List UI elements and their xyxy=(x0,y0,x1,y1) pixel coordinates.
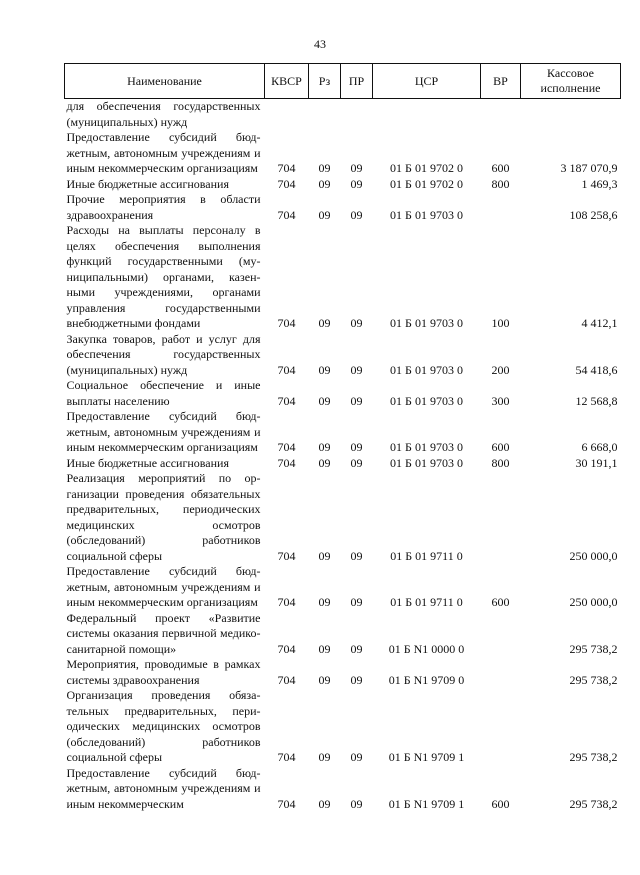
cell-name: Иные бюджетные ассигнования xyxy=(66,176,229,191)
cell-name: Предоставление субсидий бюджетным, автономным учреждениям и иным некоммерческим xyxy=(66,765,261,811)
cell-csr: 01 Б 01 9702 0 xyxy=(390,176,463,191)
cell-sum: 295 738,2 xyxy=(569,672,618,687)
cell-kvsr: 704 xyxy=(277,672,296,687)
table-row xyxy=(65,409,621,456)
cell-csr xyxy=(373,99,481,131)
column-header-name: Наименование xyxy=(65,64,265,99)
cell-rz: 09 xyxy=(318,176,331,191)
column-header-rz: Рз xyxy=(309,64,341,99)
cell-csr: 01 Б 01 9703 0 xyxy=(390,440,463,454)
cell-name: Реализация мероприятий по организации проведения обязательных предварительных, периодических медицинских осмотров (обследований) работников социальной сферы xyxy=(66,471,261,563)
table-row xyxy=(65,564,621,611)
cell-kvsr: 704 xyxy=(277,161,296,175)
budget-execution-table xyxy=(64,63,621,812)
cell-csr: 01 Б 01 9702 0 xyxy=(390,161,463,175)
cell-vr xyxy=(481,611,521,658)
cell-vr: 800 xyxy=(491,455,510,470)
cell-rz: 09 xyxy=(318,316,331,330)
cell-pr: 09 xyxy=(350,455,363,470)
table-row xyxy=(65,378,621,409)
cell-csr: 01 Б N1 0000 0 xyxy=(388,641,465,656)
cell-pr: 09 xyxy=(350,595,363,609)
cell-vr xyxy=(481,657,521,688)
cell-kvsr: 704 xyxy=(277,176,296,191)
cell-vr: 800 xyxy=(491,176,510,191)
cell-name: Социальное обеспечение и иные выплаты населению xyxy=(66,378,261,408)
cell-sum: 108 258,6 xyxy=(569,207,618,222)
cell-name: Федеральный проект «Развитие системы оказания первичной медико-санитарной помощи» xyxy=(66,610,261,656)
cell-csr: 01 Б 01 9711 0 xyxy=(390,548,463,563)
column-header-kvsr: КВСР xyxy=(265,64,309,99)
cell-name: Мероприятия, проводимые в рамках системы здравоохранения xyxy=(66,657,261,687)
cell-kvsr: 704 xyxy=(277,440,296,454)
cell-vr xyxy=(481,192,521,223)
table-row xyxy=(65,99,621,131)
table-row xyxy=(65,192,621,223)
cell-kvsr: 704 xyxy=(277,595,296,609)
table-row xyxy=(65,456,621,472)
cell-rz: 09 xyxy=(318,161,331,175)
cell-kvsr xyxy=(265,99,309,131)
cell-name: Предоставление субсидий бюджетным, автономным учреждениям и иным некоммерческим организациям xyxy=(66,130,261,175)
cell-vr xyxy=(481,688,521,766)
cell-name: Предоставление субсидий бюджетным, автономным учреждениям и иным некоммерческим организациям xyxy=(66,564,261,609)
cell-pr: 09 xyxy=(350,362,363,377)
cell-kvsr: 704 xyxy=(277,455,296,470)
cell-rz: 09 xyxy=(318,750,331,764)
table-body xyxy=(65,99,621,813)
cell-sum: 54 418,6 xyxy=(575,362,618,377)
cell-vr: 300 xyxy=(491,393,510,408)
cell-vr: 600 xyxy=(491,796,510,811)
cell-sum: 6 668,0 xyxy=(581,440,618,454)
cell-pr: 09 xyxy=(350,796,363,811)
column-header-pr: ПР xyxy=(341,64,373,99)
cell-rz: 09 xyxy=(318,440,331,454)
cell-sum: 12 568,8 xyxy=(575,393,618,408)
table-row xyxy=(65,223,621,332)
cell-rz: 09 xyxy=(318,455,331,470)
cell-sum: 3 187 070,9 xyxy=(560,161,618,175)
table-row xyxy=(65,177,621,193)
cell-name: Закупка товаров, работ и услуг для обеспечения государственных (муниципальных) нужд xyxy=(66,331,261,377)
cell-name: Прочие мероприятия в области здравоохранения xyxy=(66,192,261,222)
cell-rz: 09 xyxy=(318,207,331,222)
table-row xyxy=(65,611,621,658)
cell-pr: 09 xyxy=(350,641,363,656)
cell-pr: 09 xyxy=(350,316,363,330)
cell-kvsr: 704 xyxy=(277,750,296,764)
cell-sum: 1 469,3 xyxy=(581,176,618,191)
cell-name: для обеспечения государственных (муниципальных) нужд xyxy=(66,99,261,129)
cell-kvsr: 704 xyxy=(277,207,296,222)
cell-kvsr: 704 xyxy=(277,393,296,408)
cell-name: Организация проведения обязательных предварительных, периодических медицинских осмотров (обследований) работников социальной сферы xyxy=(66,688,261,764)
column-header-csr: ЦСР xyxy=(373,64,481,99)
cell-sum: 250 000,0 xyxy=(569,548,618,563)
cell-csr: 01 Б N1 9709 1 xyxy=(388,750,465,764)
cell-kvsr: 704 xyxy=(277,548,296,563)
cell-pr: 09 xyxy=(350,176,363,191)
cell-sum: 295 738,2 xyxy=(569,796,618,811)
cell-pr: 09 xyxy=(350,440,363,454)
cell-pr: 09 xyxy=(350,750,363,764)
cell-csr: 01 Б N1 9709 0 xyxy=(388,672,465,687)
cell-sum: 4 412,1 xyxy=(581,316,618,330)
cell-name: Расходы на выплаты персоналу в целях обеспечения выполнения функций государственными (муниципальными) органами, казенными учреждениями, органами управления государственными внебюджетными фондами xyxy=(66,223,261,330)
cell-kvsr: 704 xyxy=(277,796,296,811)
cell-vr: 600 xyxy=(491,161,510,175)
cell-rz: 09 xyxy=(318,672,331,687)
cell-vr: 100 xyxy=(491,316,510,330)
cell-kvsr: 704 xyxy=(277,316,296,330)
column-header-vr: ВР xyxy=(481,64,521,99)
table-row xyxy=(65,130,621,177)
table-row xyxy=(65,688,621,766)
cell-sum: 30 191,1 xyxy=(575,455,618,470)
cell-vr: 600 xyxy=(491,595,510,609)
cell-vr xyxy=(481,471,521,564)
cell-vr xyxy=(481,99,521,131)
cell-kvsr: 704 xyxy=(277,641,296,656)
cell-rz: 09 xyxy=(318,393,331,408)
cell-pr: 09 xyxy=(350,672,363,687)
table-row xyxy=(65,332,621,379)
table-row xyxy=(65,657,621,688)
cell-vr: 200 xyxy=(491,362,510,377)
cell-csr: 01 Б 01 9703 0 xyxy=(390,207,463,222)
cell-csr: 01 Б 01 9703 0 xyxy=(390,362,463,377)
cell-rz: 09 xyxy=(318,362,331,377)
cell-sum: 295 738,2 xyxy=(569,641,618,656)
cell-sum: 295 738,2 xyxy=(569,750,618,764)
cell-rz: 09 xyxy=(318,548,331,563)
page-number: 43 xyxy=(314,37,326,51)
cell-rz: 09 xyxy=(318,641,331,656)
cell-csr: 01 Б 01 9703 0 xyxy=(390,316,463,330)
cell-sum: 250 000,0 xyxy=(569,595,618,609)
cell-csr: 01 Б 01 9703 0 xyxy=(390,455,463,470)
cell-name: Иные бюджетные ассигнования xyxy=(66,455,229,470)
column-header-sum: Кассовое исполнение xyxy=(521,64,621,99)
cell-name: Предоставление субсидий бюджетным, автономным учреждениям и иным некоммерческим организациям xyxy=(66,409,261,454)
cell-csr: 01 Б N1 9709 1 xyxy=(388,796,465,811)
table-header xyxy=(65,64,621,99)
cell-pr: 09 xyxy=(350,161,363,175)
cell-rz xyxy=(309,99,341,131)
cell-sum xyxy=(521,99,621,131)
cell-rz: 09 xyxy=(318,796,331,811)
cell-pr xyxy=(341,99,373,131)
cell-rz: 09 xyxy=(318,595,331,609)
cell-pr: 09 xyxy=(350,207,363,222)
cell-csr: 01 Б 01 9711 0 xyxy=(390,595,463,609)
cell-pr: 09 xyxy=(350,548,363,563)
table-row xyxy=(65,471,621,564)
table-row xyxy=(65,766,621,813)
cell-pr: 09 xyxy=(350,393,363,408)
cell-vr: 600 xyxy=(491,440,510,454)
cell-csr: 01 Б 01 9703 0 xyxy=(390,393,463,408)
cell-kvsr: 704 xyxy=(277,362,296,377)
